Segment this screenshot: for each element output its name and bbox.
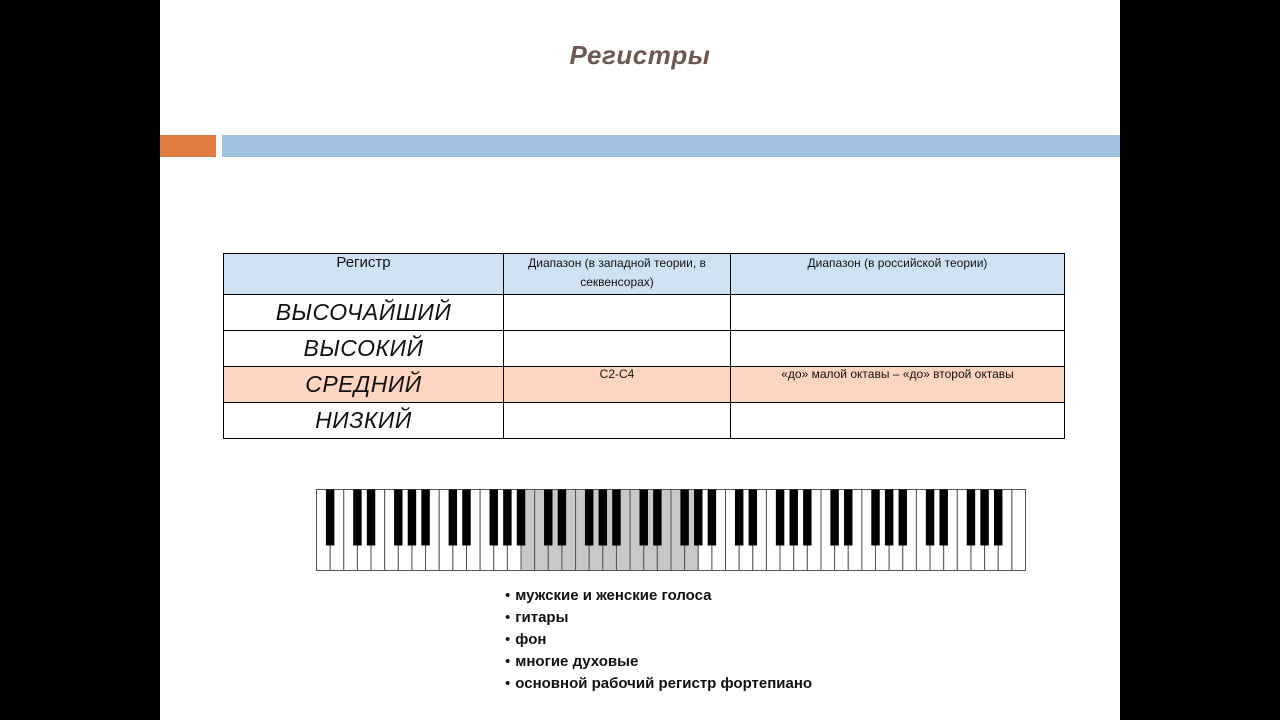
header-register: Регистр: [224, 254, 504, 295]
accent-bar-blue: [222, 135, 1120, 157]
western-range-cell: [504, 403, 731, 439]
black-key: [694, 490, 702, 546]
black-key: [408, 490, 416, 546]
register-table: [223, 253, 1065, 439]
register-name: ВЫСОКИЙ: [224, 331, 504, 367]
black-key: [449, 490, 457, 546]
black-key: [353, 490, 361, 546]
slide: [160, 0, 1120, 720]
black-key: [462, 490, 470, 546]
black-key: [367, 490, 375, 546]
header-russian-range: Диапазон (в российской теории): [731, 254, 1065, 295]
black-key: [830, 490, 838, 546]
black-key: [680, 490, 688, 546]
black-key: [612, 490, 620, 546]
black-key: [776, 490, 784, 546]
black-key: [749, 490, 757, 546]
black-key: [899, 490, 907, 546]
black-key: [803, 490, 811, 546]
russian-range-cell: [731, 295, 1065, 331]
black-key: [735, 490, 743, 546]
black-key: [599, 490, 607, 546]
black-key: [585, 490, 593, 546]
black-key: [994, 490, 1002, 546]
russian-range-cell: [731, 403, 1065, 439]
slide-title: Регистры: [569, 40, 711, 70]
black-key: [503, 490, 511, 546]
table-row: [224, 295, 1065, 331]
table-row-highlighted: [224, 367, 1065, 403]
piano-keyboard: [316, 489, 1026, 571]
table-row: [224, 331, 1065, 367]
black-key: [844, 490, 852, 546]
western-range-cell: [504, 331, 731, 367]
black-key: [394, 490, 402, 546]
black-key: [939, 490, 947, 546]
black-key: [421, 490, 429, 546]
list-item: • мужские и женские голоса: [505, 585, 812, 607]
black-key: [326, 490, 334, 546]
western-range-cell: C2-C4: [504, 367, 731, 403]
black-key: [653, 490, 661, 546]
list-item: • основной рабочий регистр фортепиано: [505, 673, 812, 695]
table-row: [224, 403, 1065, 439]
accent-bar-orange: [160, 135, 216, 157]
black-key: [517, 490, 525, 546]
register-name: ВЫСОЧАЙШИЙ: [224, 295, 504, 331]
white-key: [1012, 490, 1026, 571]
black-key: [544, 490, 552, 546]
register-name: СРЕДНИЙ: [224, 367, 504, 403]
register-name: НИЗКИЙ: [224, 403, 504, 439]
black-key: [926, 490, 934, 546]
russian-range-cell: «до» малой октавы – «до» второй октавы: [731, 367, 1065, 403]
list-item: • многие духовые: [505, 651, 812, 673]
black-key: [967, 490, 975, 546]
list-item: • фон: [505, 629, 812, 651]
notes-list: [505, 585, 812, 695]
black-key: [871, 490, 879, 546]
black-key: [708, 490, 716, 546]
russian-range-cell: [731, 331, 1065, 367]
western-range-cell: [504, 295, 731, 331]
black-key: [490, 490, 498, 546]
black-key: [789, 490, 797, 546]
table-header-row: [224, 254, 1065, 295]
black-key: [640, 490, 648, 546]
black-key: [558, 490, 566, 546]
black-key: [885, 490, 893, 546]
header-western-range: Диапазон (в западной теории, в секвенсорах): [504, 254, 731, 295]
black-key: [980, 490, 988, 546]
list-item: • гитары: [505, 607, 812, 629]
